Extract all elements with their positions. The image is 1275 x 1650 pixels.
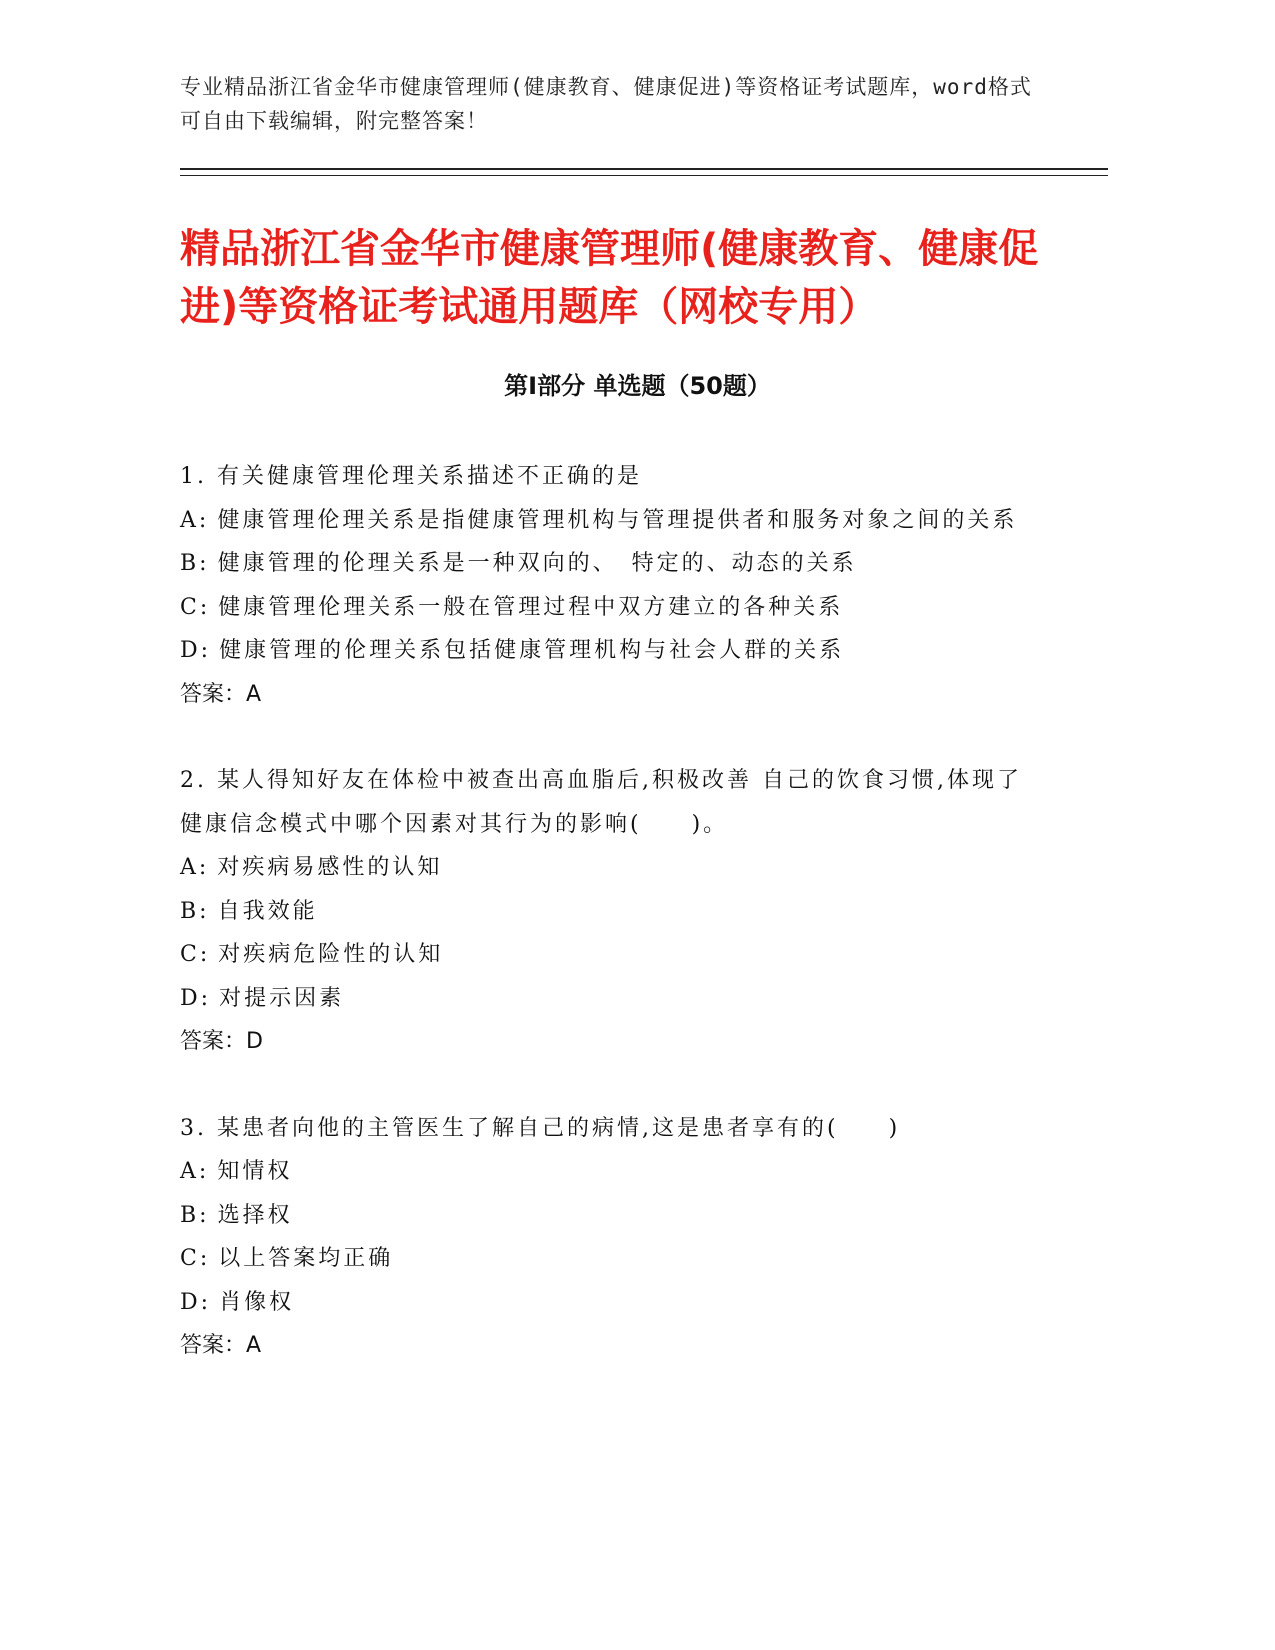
option-text: 对疾病危险性的认知: [218, 942, 444, 967]
section-title: 第Ⅰ部分 单选题（50题）: [504, 372, 771, 400]
option-letter: D:: [180, 1289, 212, 1315]
option-a: [180, 1150, 1040, 1194]
answer-value: D: [246, 1029, 263, 1054]
header-rule-thin: [180, 175, 1108, 176]
option-d: [180, 629, 1040, 673]
question-number: 3.: [180, 1115, 207, 1141]
option-letter: A:: [180, 507, 210, 533]
question-2: [180, 759, 1040, 1064]
answer-value: A: [246, 681, 262, 707]
answer-label: 答案：: [180, 681, 247, 707]
question-text: 有关健康管理伦理关系描述不正确的是: [217, 464, 643, 489]
option-text: 肖像权: [219, 1289, 295, 1315]
option-c: [180, 933, 1040, 977]
option-b: [180, 542, 1040, 586]
header-note: 专业精品浙江省金华市健康管理师(健康教育、健康促进)等资格证考试题库，word格式可自由下载编辑，附完整答案！: [180, 75, 1032, 133]
option-text: 以上答案均正确: [218, 1246, 394, 1271]
option-text: 自我效能: [217, 898, 318, 924]
option-c: [180, 586, 1040, 630]
option-text: 健康管理伦理关系是指健康管理机构与管理提供者和服务对象之间的关系: [217, 507, 1018, 533]
option-letter: C:: [180, 594, 211, 620]
answer-label: 答案：: [180, 1333, 247, 1358]
option-b: [180, 890, 1040, 934]
option-text: 知情权: [217, 1159, 293, 1184]
option-letter: C:: [180, 1246, 211, 1271]
question-number: 2.: [180, 768, 207, 793]
option-text: 健康管理的伦理关系是一种双向的、 特定的、动态的关系: [217, 551, 857, 576]
option-letter: B:: [180, 1202, 210, 1228]
option-c: [180, 1237, 1040, 1281]
question-text: 某患者向他的主管医生了解自己的病情,这是患者享有的( ): [217, 1115, 901, 1141]
option-text: 选择权: [217, 1202, 293, 1228]
option-letter: D:: [180, 638, 212, 663]
question-text: 某人得知好友在体检中被查出高血脂后,积极改善 自己的饮食习惯,体现了健康信念模式中哪个因素对其行为的影响( )。: [180, 768, 1022, 837]
answer-line: [180, 1020, 1040, 1064]
question-stem: [180, 455, 1040, 499]
option-text: 对提示因素: [219, 985, 345, 1011]
answer-line: [180, 673, 1040, 717]
option-d: [180, 1281, 1040, 1325]
option-a: [180, 846, 1040, 890]
option-letter: C:: [180, 942, 211, 967]
option-letter: D:: [180, 985, 212, 1011]
option-b: [180, 1194, 1040, 1238]
question-stem: [180, 1107, 1040, 1151]
option-text: 对疾病易感性的认知: [217, 855, 443, 880]
answer-value: A: [246, 1333, 262, 1358]
option-letter: B:: [180, 898, 210, 924]
option-letter: B:: [180, 551, 210, 576]
option-letter: A:: [180, 1159, 210, 1184]
option-text: 健康管理的伦理关系包括健康管理机构与社会人群的关系: [219, 638, 845, 663]
question-list: [180, 455, 1040, 1411]
question-1: [180, 455, 1040, 716]
answer-line: [180, 1324, 1040, 1368]
option-letter: A:: [180, 855, 210, 880]
question-number: 1.: [180, 464, 207, 489]
option-text: 健康管理伦理关系一般在管理过程中双方建立的各种关系: [218, 594, 844, 620]
header-rule-thick: [180, 168, 1108, 170]
document-title: 精品浙江省金华市健康管理师(健康教育、健康促进)等资格证考试通用题库（网校专用）: [180, 226, 1039, 330]
option-d: [180, 977, 1040, 1021]
option-a: [180, 499, 1040, 543]
question-stem: [180, 759, 1040, 846]
answer-label: 答案：: [180, 1029, 247, 1054]
question-3: [180, 1107, 1040, 1368]
